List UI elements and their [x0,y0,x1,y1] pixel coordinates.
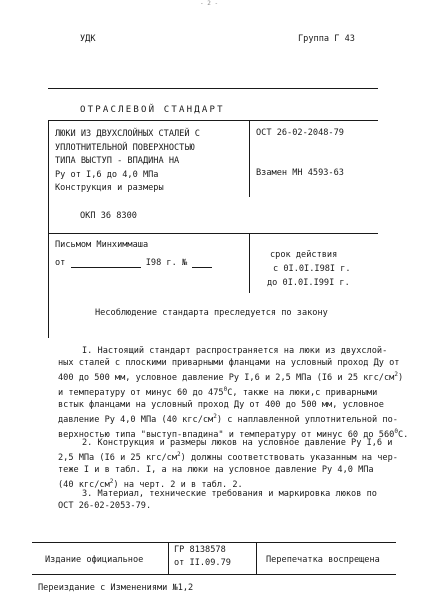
mid-rule [48,233,378,234]
letter-year: I98 г. № [145,258,188,268]
validity-to: до 0I.0I.I99I г. [267,278,350,288]
letter-date-line [55,258,212,268]
p1-line: ных сталей с плоскими приварными фланцами на условный проход Ду от [58,358,400,369]
registration-number: ГР 8138578 [174,545,226,555]
title-line: ЛЮКИ ИЗ ДВУХСЛОЙНЫХ СТАЛЕЙ С [55,129,200,139]
p2-line: теже I и в табл. I, а на люки на условное давление Ру 4,0 МПа [58,465,374,476]
footer-divider-right [256,542,257,574]
p1-line: и температуру от минус 60 до $475^0C$, также на люки,с приварными [58,386,378,398]
top-rule [48,88,378,89]
udk-label: УДК [80,34,96,44]
letter-from: от [55,258,66,268]
p1-line: верхностью типа "выступ-впадина" и температуру от минус 60 до $560^0C$. [58,428,409,440]
paragraph-1 [58,345,414,441]
p3-line: 3. Материал, технические требования и маркировка люков по [82,489,377,499]
title-line: Ру от I,6 до 4,0 МПа [55,169,159,180]
page-number: - 2 - [200,0,219,7]
standard-type: ОТРАСЛЕВОЙ СТАНДАРТ [80,105,225,115]
p3-line: ОСТ 26-02-2053-79. [58,501,152,512]
number-blank [192,258,212,268]
letter-label: Письмом Минхиммаша [55,240,149,250]
header-rule [48,120,378,121]
legal-warning: Несоблюдение стандарта преследуется по закону [95,308,328,318]
p2-line: 2,5 МПа (I6 и 25 кгс/$см^2$) должны соответствовать указанным на чер- [58,451,398,463]
okp-code: ОКП 36 8300 [80,211,137,221]
date-blank [71,258,141,268]
title-left-border [48,120,49,338]
validity-from: с 0I.0I.I98I г. [273,264,351,274]
reissue-note: Переиздание с Изменениями №1,2 [38,583,194,593]
p1-line: давление Ру 4,0 МПа (40 кгс/$см^2$) с наплавленной уплотнительной по- [58,413,398,426]
p1-line: 400 до 500 мм, условное давление Ру I,6 и 2,5 МПа (I6 и 25 кгс/$см^2$) [58,371,404,384]
p1-line: I. Настоящий стандарт распространяется на люки из двухслой- [82,346,388,356]
title-line: Конструкция и размеры [55,183,164,193]
reprint-notice: Перепечатка воспрещена [266,555,380,565]
replaces-note: Взамен МН 4593-63 [256,168,344,178]
paragraph-2 [58,437,414,491]
p2-line: (40 кгс/$см^2$) на черт. 2 и в табл. 2. [58,478,243,490]
footer-divider-left [168,542,169,574]
ost-number: ОСТ 26-02-2048-79 [256,128,344,138]
validity-title: срок действия [270,250,338,260]
footer-bottom-rule [32,574,396,575]
standard-title [55,128,200,196]
title-line: ТИПА ВЫСТУП - ВПАДИНА НА [55,156,180,166]
mid-divider [249,233,250,293]
p2-line: 2. Конструкция и размеры люков на условное давление Ру I,6 и [82,438,393,448]
registration-date: от II.09.79 [174,558,231,568]
paragraph-3 [58,488,414,512]
footer-top-rule [32,542,396,543]
p1-line: встык фланцами на условный проход Ду от 400 до 500 мм, условное [58,400,384,411]
official-edition: Издание официальное [45,555,144,565]
title-line: УПЛОТНИТЕЛЬНОЙ ПОВЕРХНОСТЬЮ [55,142,195,153]
header-divider [249,120,250,197]
group-label: Группа Г 43 [298,34,355,44]
